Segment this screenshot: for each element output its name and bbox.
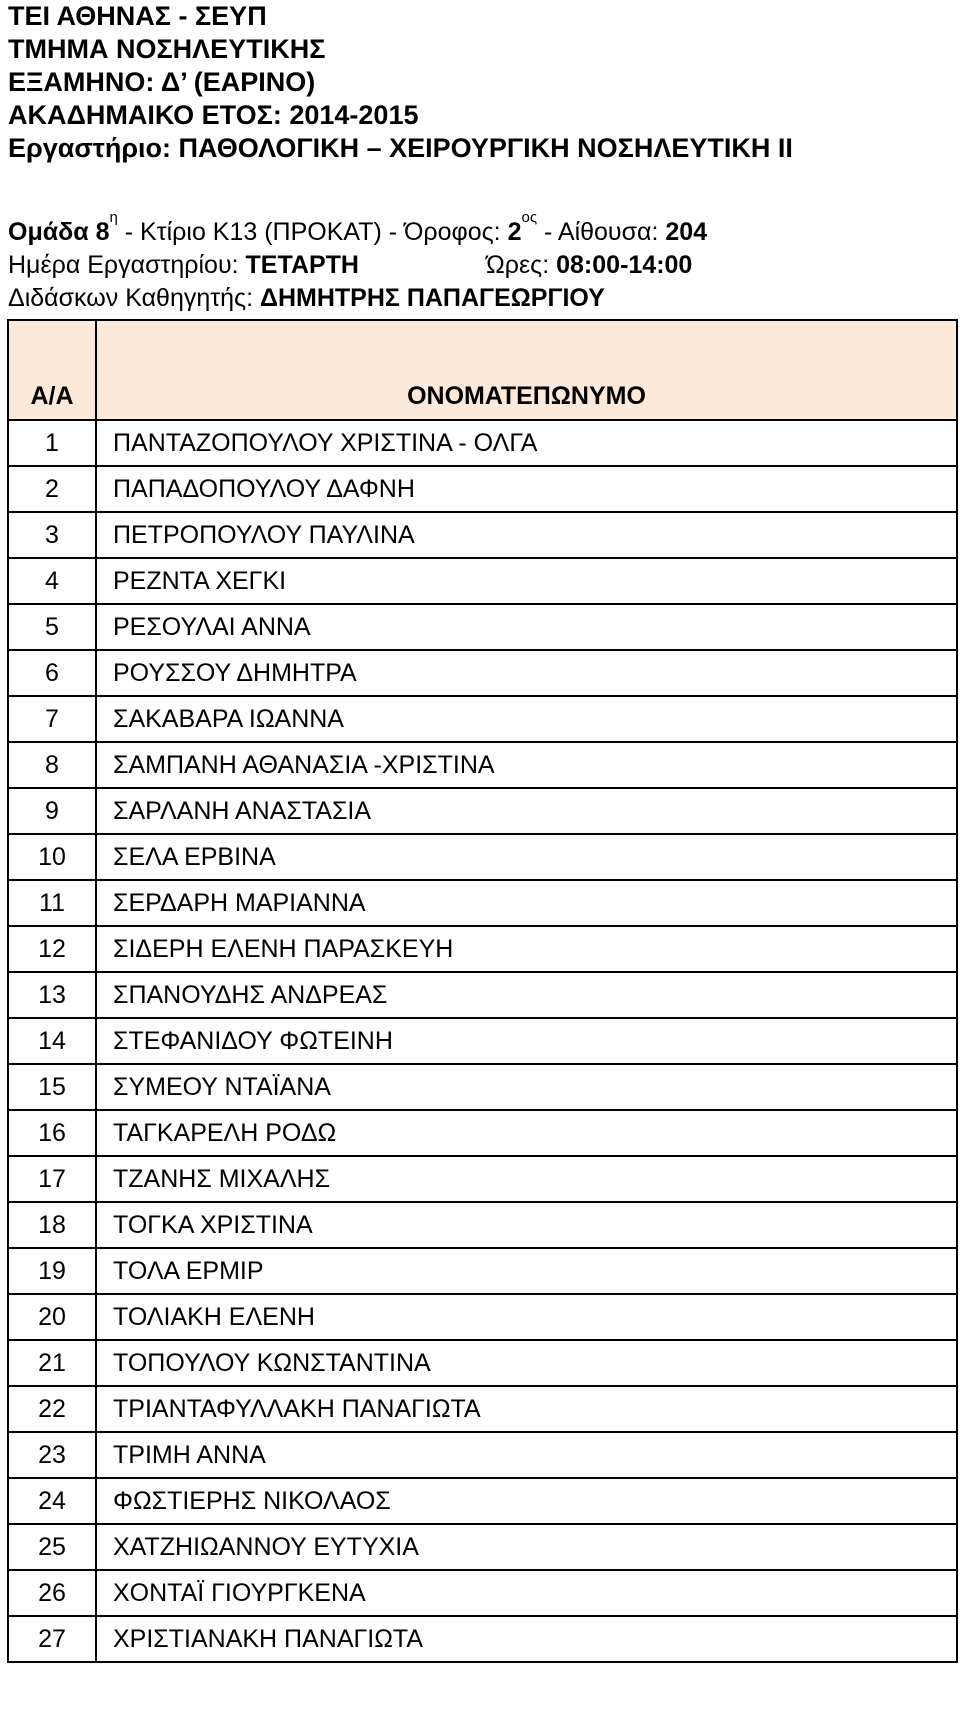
row-number: 5	[8, 604, 96, 650]
table-row	[8, 1156, 957, 1202]
row-number: 8	[8, 742, 96, 788]
table-row	[8, 1248, 957, 1294]
lab-info	[8, 209, 708, 315]
column-header-name: ΟΝΟΜΑΤΕΠΩΝΥΜΟ	[96, 320, 957, 420]
student-name: ΦΩΣΤΙΕΡΗΣ ΝΙΚΟΛΑΟΣ	[96, 1478, 957, 1524]
group-line	[8, 209, 708, 249]
room-value: 204	[665, 218, 708, 246]
table-row	[8, 926, 957, 972]
room-label: - Αίθουσα:	[537, 218, 666, 246]
table-row	[8, 696, 957, 742]
table-row	[8, 466, 957, 512]
student-name: ΡΕΖΝΤΑ ΧΕΓΚΙ	[96, 558, 957, 604]
student-name: ΠΑΝΤΑΖΟΠΟΥΛΟΥ ΧΡΙΣΤΙΝΑ - ΟΛΓΑ	[96, 420, 957, 466]
student-name: ΣΕΛΑ ΕΡΒΙΝΑ	[96, 834, 957, 880]
student-name: ΣΑΜΠΑΝΗ ΑΘΑΝΑΣΙΑ -ΧΡΙΣΤΙΝΑ	[96, 742, 957, 788]
instructor-label: Διδάσκων Καθηγητής:	[8, 284, 260, 312]
department-title: ΤΜΗΜΑ ΝΟΣΗΛΕΥΤΙΚΗΣ	[8, 34, 326, 64]
table-row	[8, 1524, 957, 1570]
student-name: ΤΡΙΑΝΤΑΦΥΛΛΑΚΗ ΠΑΝΑΓΙΩΤΑ	[96, 1386, 957, 1432]
row-number: 20	[8, 1294, 96, 1340]
semester-title: ΕΞΑΜΗΝΟ: Δ’ (ΕΑΡΙΝΟ)	[8, 67, 316, 97]
student-name: ΣΑΡΛΑΝΗ ΑΝΑΣΤΑΣΙΑ	[96, 788, 957, 834]
table-row	[8, 972, 957, 1018]
row-number: 22	[8, 1386, 96, 1432]
student-name: ΤΑΓΚΑΡΕΛΗ ΡΟΔΩ	[96, 1110, 957, 1156]
table-row	[8, 1064, 957, 1110]
row-number: 1	[8, 420, 96, 466]
student-name: ΣΥΜΕΟΥ ΝΤΑΪΑΝΑ	[96, 1064, 957, 1110]
table-row	[8, 880, 957, 926]
student-name: ΡΕΣΟΥΛΑΙ ΑΝΝΑ	[96, 604, 957, 650]
row-number: 16	[8, 1110, 96, 1156]
day-label: Ημέρα Εργαστηρίου:	[8, 251, 246, 279]
student-name: ΤΟΠΟΥΛΟΥ ΚΩΝΣΤΑΝΤΙΝΑ	[96, 1340, 957, 1386]
table-row	[8, 742, 957, 788]
table-row	[8, 1616, 957, 1662]
table-row	[8, 1386, 957, 1432]
floor-superscript: ος	[521, 209, 538, 226]
student-name: ΣΤΕΦΑΝΙΔΟΥ ΦΩΤΕΙΝΗ	[96, 1018, 957, 1064]
student-name: ΣΑΚΑΒΑΡΑ ΙΩΑΝΝΑ	[96, 696, 957, 742]
student-roster-table	[7, 319, 958, 1663]
document-header	[8, 0, 793, 165]
group-superscript: η	[109, 209, 118, 226]
table-row	[8, 1432, 957, 1478]
row-number: 4	[8, 558, 96, 604]
student-name: ΤΖΑΝΗΣ ΜΙΧΑΛΗΣ	[96, 1156, 957, 1202]
instructor-line	[8, 282, 707, 315]
row-number: 25	[8, 1524, 96, 1570]
student-name: ΤΡΙΜΗ ΑΝΝΑ	[96, 1432, 957, 1478]
hours-value: 08:00-14:00	[556, 251, 693, 279]
student-name: ΧΟΝΤΑΪ ΓΙΟΥΡΓΚΕΝΑ	[96, 1570, 957, 1616]
lab-title: Εργαστήριο: ΠΑΘΟΛΟΓΙΚΗ – ΧΕΙΡΟΥΡΓΙΚΗ ΝΟΣΗΛΕΥΤΙΚΗ ΙΙ	[8, 133, 793, 163]
row-number: 2	[8, 466, 96, 512]
row-number: 17	[8, 1156, 96, 1202]
row-number: 26	[8, 1570, 96, 1616]
day-value: ΤΕΤΑΡΤΗ	[245, 251, 359, 279]
table-row	[8, 1294, 957, 1340]
table-row	[8, 512, 957, 558]
column-header-number: Α/Α	[8, 320, 96, 420]
row-number: 3	[8, 512, 96, 558]
hours-label: Ώρες:	[486, 251, 557, 279]
group-label: Ομάδα 8	[8, 218, 110, 246]
student-name: ΠΑΠΑΔΟΠΟΥΛΟΥ ΔΑΦΝΗ	[96, 466, 957, 512]
table-row	[8, 1018, 957, 1064]
institution-title: ΤΕΙ ΑΘΗΝΑΣ - ΣΕΥΠ	[8, 1, 267, 31]
instructor-name: ΔΗΜΗΤΡΗΣ ΠΑΠΑΓΕΩΡΓΙΟΥ	[259, 284, 605, 312]
table-row	[8, 1478, 957, 1524]
academic-year-title: ΑΚΑΔΗΜΑΙΚΟ ΕΤΟΣ: 2014-2015	[8, 100, 419, 130]
student-name: ΤΟΛΙΑΚΗ ΕΛΕΝΗ	[96, 1294, 957, 1340]
table-row	[8, 650, 957, 696]
row-number: 10	[8, 834, 96, 880]
student-name: ΣΕΡΔΑΡΗ ΜΑΡΙΑΝΝΑ	[96, 880, 957, 926]
row-number: 27	[8, 1616, 96, 1662]
row-number: 6	[8, 650, 96, 696]
student-name: ΠΕΤΡΟΠΟΥΛΟΥ ΠΑΥΛΙΝΑ	[96, 512, 957, 558]
student-name: ΡΟΥΣΣΟΥ ΔΗΜΗΤΡΑ	[96, 650, 957, 696]
building-text: - Κτίριο Κ13 (ΠΡΟΚΑΤ) - Όροφος:	[117, 218, 508, 246]
table-row	[8, 604, 957, 650]
row-number: 21	[8, 1340, 96, 1386]
row-number: 13	[8, 972, 96, 1018]
row-number: 18	[8, 1202, 96, 1248]
hours-block	[486, 249, 692, 282]
table-row	[8, 420, 957, 466]
row-number: 14	[8, 1018, 96, 1064]
student-name: ΣΙΔΕΡΗ ΕΛΕΝΗ ΠΑΡΑΣΚΕΥΗ	[96, 926, 957, 972]
row-number: 15	[8, 1064, 96, 1110]
table-row	[8, 788, 957, 834]
floor-value: 2	[507, 218, 522, 246]
table-row	[8, 1340, 957, 1386]
row-number: 11	[8, 880, 96, 926]
day-line	[8, 249, 707, 282]
student-name: ΧΑΤΖΗΙΩΑΝΝΟΥ ΕΥΤΥΧΙΑ	[96, 1524, 957, 1570]
row-number: 23	[8, 1432, 96, 1478]
table-row	[8, 1570, 957, 1616]
row-number: 12	[8, 926, 96, 972]
student-name: ΤΟΛΑ ΕΡΜΙΡ	[96, 1248, 957, 1294]
student-name: ΤΟΓΚΑ ΧΡΙΣΤΙΝΑ	[96, 1202, 957, 1248]
student-name: ΣΠΑΝΟΥΔΗΣ ΑΝΔΡΕΑΣ	[96, 972, 957, 1018]
table-row	[8, 834, 957, 880]
row-number: 9	[8, 788, 96, 834]
student-name: ΧΡΙΣΤΙΑΝΑΚΗ ΠΑΝΑΓΙΩΤΑ	[96, 1616, 957, 1662]
table-row	[8, 558, 957, 604]
table-header-row	[8, 320, 957, 420]
row-number: 7	[8, 696, 96, 742]
table-row	[8, 1202, 957, 1248]
table-row	[8, 1110, 957, 1156]
row-number: 19	[8, 1248, 96, 1294]
row-number: 24	[8, 1478, 96, 1524]
